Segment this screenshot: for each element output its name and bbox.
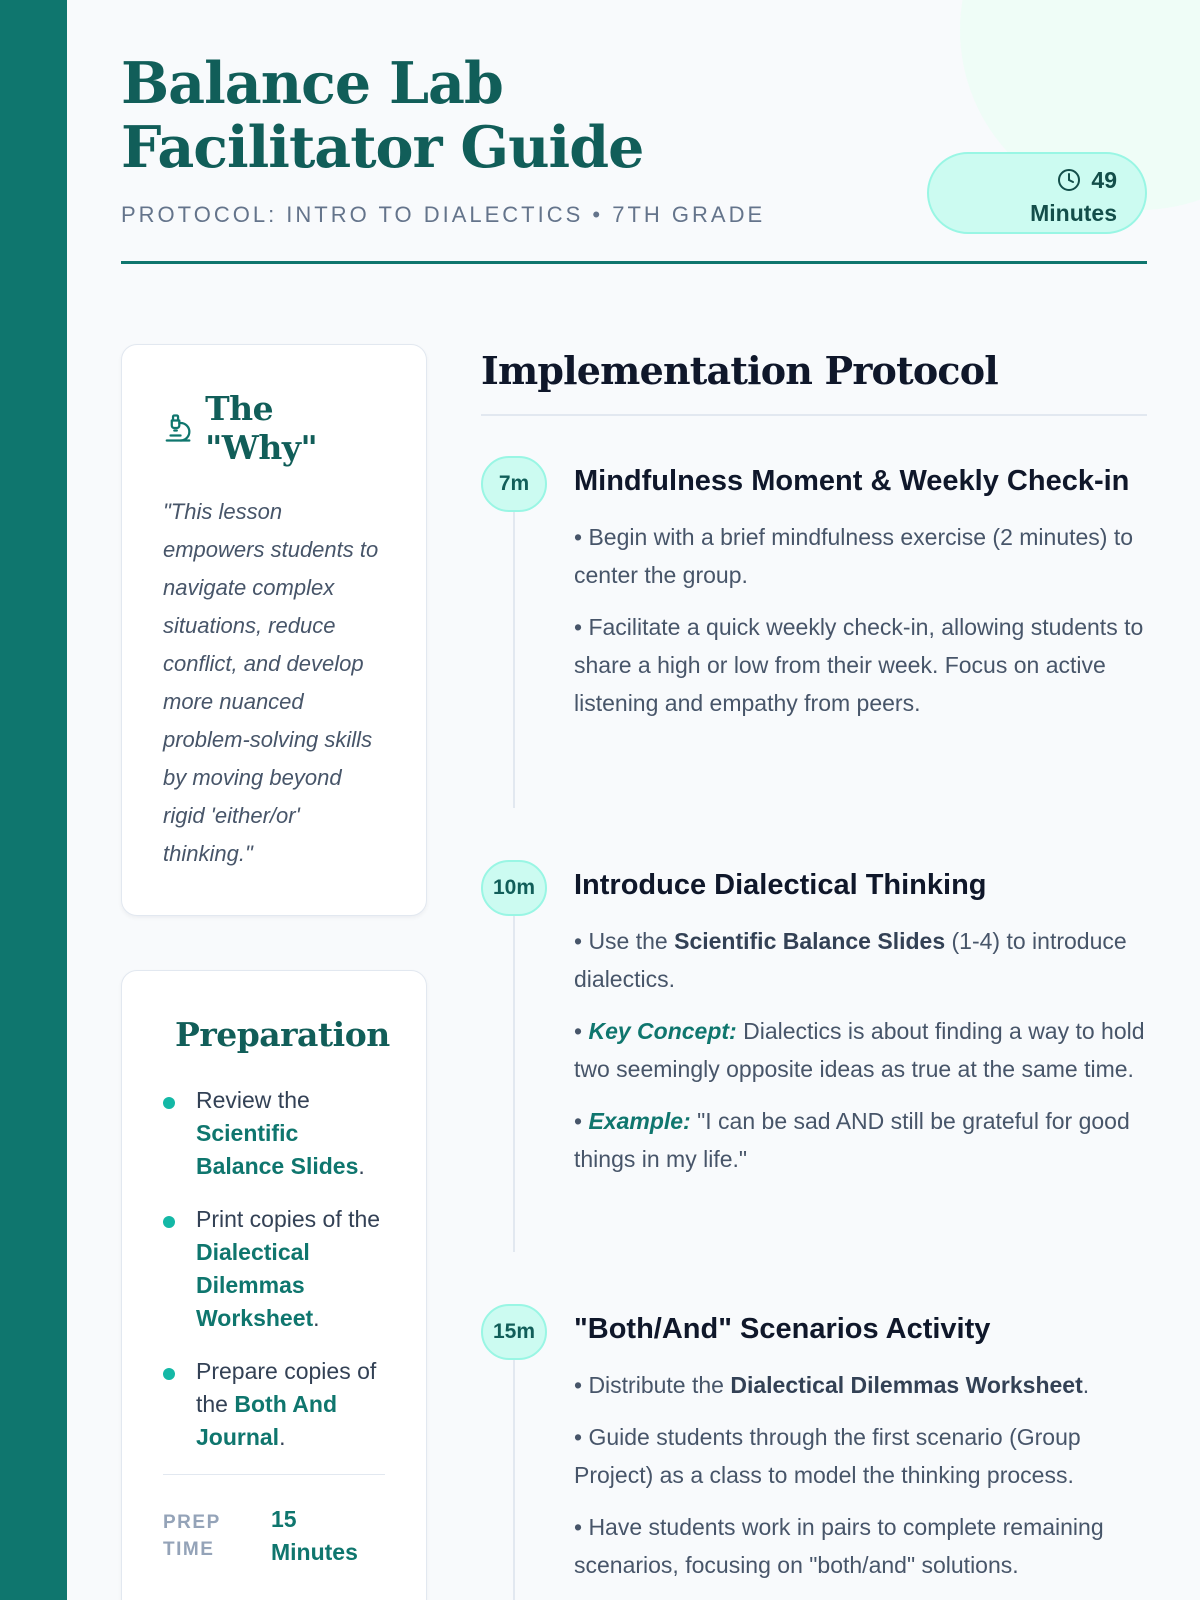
- duration-unit: Minutes: [1030, 200, 1117, 226]
- prep-time-label: PREP TIME: [163, 1512, 221, 1560]
- step-bullet: • Begin with a brief mindfulness exercise (2 minutes) to center the group.: [574, 524, 1134, 588]
- prep-time-value: 15 Minutes: [271, 1506, 358, 1565]
- page-title: Balance Lab Facilitator Guide: [121, 50, 644, 181]
- preparation-list: [163, 1084, 385, 1454]
- step-bullet: • Example: "I can be sad AND still be grateful for good things in my life.": [574, 1108, 1130, 1172]
- timeline-line: [513, 512, 515, 808]
- material-highlight: Scientific Balance Slides: [196, 1120, 359, 1179]
- page: [121, 0, 1147, 1600]
- clock-icon: [1057, 168, 1081, 192]
- implementation-protocol: [481, 340, 1147, 1578]
- protocol-heading: Implementation Protocol: [481, 340, 1147, 416]
- step-title: Introduce Dialectical Thinking: [574, 869, 987, 901]
- material-highlight: Both And Journal: [196, 1391, 337, 1450]
- step-time-badge: 15m: [481, 1304, 547, 1360]
- why-card: [121, 344, 427, 916]
- microscope-icon: [163, 412, 193, 444]
- duration-badge: [927, 152, 1147, 234]
- divider: [163, 1474, 385, 1475]
- step-bullet: • Have students work in pairs to complete remaining scenarios, focusing on "both/and" solutions.: [574, 1514, 1104, 1578]
- accent-sidebar: [0, 0, 67, 1600]
- why-heading: The "Why": [205, 389, 318, 467]
- page-header: [121, 52, 1147, 264]
- example-label: Example:: [588, 1108, 691, 1134]
- preparation-heading: Preparation: [175, 1015, 390, 1054]
- step-bullet: • Use the Scientific Balance Slides (1-4) to introduce dialectics.: [574, 928, 1127, 992]
- protocol-step: [481, 1304, 1147, 1584]
- step-time-badge: 10m: [481, 860, 547, 916]
- preparation-item: Prepare copies of the Both And Journal.: [163, 1355, 385, 1454]
- step-bullet: • Guide students through the first scenario (Group Project) as a class to model the thinking process.: [574, 1424, 1081, 1488]
- protocol-step: [481, 860, 1147, 1178]
- material-highlight: Dialectical Dilemmas Worksheet: [196, 1239, 314, 1331]
- protocol-step: [481, 456, 1147, 722]
- timeline-line: [513, 916, 515, 1252]
- step-bullet: • Distribute the Dialectical Dilemmas Worksheet.: [574, 1372, 1090, 1398]
- step-time-badge: 7m: [481, 456, 547, 512]
- step-title: "Both/And" Scenarios Activity: [574, 1313, 991, 1345]
- preparation-item: Review the Scientific Balance Slides.: [163, 1084, 385, 1183]
- step-bullet: • Facilitate a quick weekly check-in, allowing students to share a high or low from their week. Focus on active listening and empathy from peers.: [574, 614, 1144, 716]
- key-concept-label: Key Concept:: [588, 1018, 737, 1044]
- step-title: Mindfulness Moment & Weekly Check-in: [574, 465, 1130, 497]
- preparation-card: [121, 970, 427, 1600]
- why-quote: "This lesson empowers students to navigate complex situations, reduce conflict, and develop more nuanced problem-solving skills by moving beyond rigid 'either/or' thinking.": [163, 499, 379, 866]
- prep-time: [163, 1503, 385, 1569]
- preparation-item: Print copies of the Dialectical Dilemmas Worksheet.: [163, 1203, 385, 1335]
- timeline-line: [513, 1360, 515, 1600]
- duration-value: 49: [1091, 167, 1117, 193]
- step-bullet: • Key Concept: Dialectics is about finding a way to hold two seemingly opposite ideas as true at the same time.: [574, 1018, 1145, 1082]
- page-subtitle: PROTOCOL: INTRO TO DIALECTICS • 7TH GRADE: [121, 202, 766, 227]
